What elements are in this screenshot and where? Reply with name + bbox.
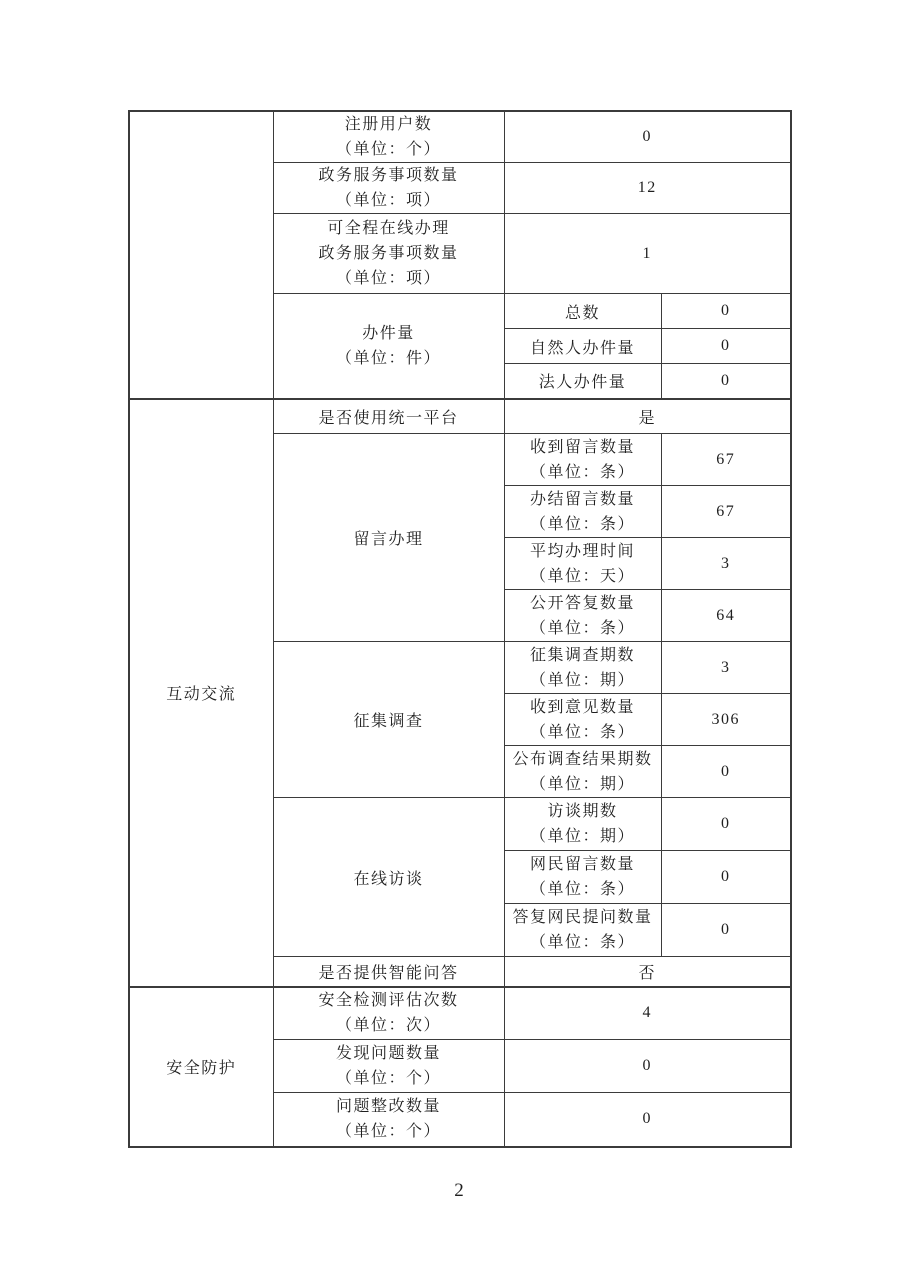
average-handling-time-value: 3 [661, 538, 791, 590]
label-line: 平均办理时间 [529, 542, 635, 560]
problems-rectified-label [273, 1093, 504, 1147]
label-line: 注册用户数 [344, 116, 433, 133]
unit-line: （单位：项） [335, 192, 441, 209]
security-assessments-label [273, 987, 504, 1040]
question-replies-label [504, 904, 661, 957]
label-line: 访谈期数 [547, 803, 618, 820]
unit-line: （单位：个） [335, 141, 441, 158]
case-natural-person-value: 0 [661, 329, 791, 364]
message-handling-group-label: 留言办理 [273, 434, 504, 642]
survey-periods-value: 3 [661, 642, 791, 694]
question-replies-value: 0 [661, 904, 791, 957]
problems-found-value: 0 [504, 1040, 791, 1093]
registered-users-value: 0 [504, 111, 791, 163]
interview-periods-value: 0 [661, 798, 791, 851]
received-messages-label [504, 434, 661, 486]
label-line: 公布调查结果期数 [512, 750, 653, 768]
label-line: 政务服务事项数量 [318, 167, 459, 184]
case-volume-group-label [273, 294, 504, 399]
unit-line: （单位：期） [529, 671, 635, 689]
unit-line: （单位：期） [529, 828, 635, 845]
label-line: 政务服务事项数量 [318, 245, 459, 262]
security-assessments-value: 4 [504, 987, 791, 1040]
netizen-messages-label [504, 851, 661, 904]
unit-line: （单位：天） [529, 567, 635, 585]
registered-users-label [273, 111, 504, 163]
public-replies-value: 64 [661, 590, 791, 642]
full-online-items-label [273, 214, 504, 294]
case-total-label: 总数 [504, 294, 661, 329]
interview-periods-label [504, 798, 661, 851]
problems-found-label [273, 1040, 504, 1093]
results-published-label [504, 746, 661, 798]
unit-line: （单位：期） [529, 775, 635, 793]
unit-line: （单位：条） [529, 515, 635, 533]
service-items-value: 12 [504, 163, 791, 214]
full-online-items-value: 1 [504, 214, 791, 294]
case-legal-person-value: 0 [661, 364, 791, 399]
opinions-received-value: 306 [661, 694, 791, 746]
online-interview-group-label: 在线访谈 [273, 798, 504, 957]
case-total-value: 0 [661, 294, 791, 329]
unit-line: （单位：项） [335, 270, 441, 287]
category-cell-interaction: 互动交流 [129, 399, 273, 987]
average-handling-time-label [504, 538, 661, 590]
label-line: 办件量 [362, 324, 415, 342]
unified-platform-value: 是 [504, 399, 791, 434]
netizen-messages-value: 0 [661, 851, 791, 904]
page-number: 2 [454, 1180, 464, 1201]
unit-line: （单位：次） [335, 1017, 441, 1035]
opinion-survey-group-label: 征集调查 [273, 642, 504, 798]
received-messages-value: 67 [661, 434, 791, 486]
problems-rectified-value: 0 [504, 1093, 791, 1147]
case-natural-person-label: 自然人办件量 [504, 329, 661, 364]
unit-line: （单位：条） [529, 723, 635, 741]
label-line: 可全程在线办理 [327, 220, 450, 237]
opinions-received-label [504, 694, 661, 746]
smart-qa-label: 是否提供智能问答 [273, 957, 504, 987]
service-items-label [273, 163, 504, 214]
completed-messages-value: 67 [661, 486, 791, 538]
unit-line: （单位：条） [529, 934, 635, 951]
case-legal-person-label: 法人办件量 [504, 364, 661, 399]
label-line: 问题整改数量 [335, 1098, 441, 1116]
category-cell-security: 安全防护 [129, 987, 273, 1147]
unit-line: （单位：条） [529, 463, 635, 481]
public-replies-label [504, 590, 661, 642]
unit-line: （单位：个） [335, 1123, 441, 1141]
annual-report-table [128, 110, 792, 1148]
label-line: 安全检测评估次数 [318, 992, 459, 1010]
label-line: 网民留言数量 [529, 856, 635, 873]
label-line: 发现问题数量 [335, 1045, 441, 1062]
survey-periods-label [504, 642, 661, 694]
label-line: 收到留言数量 [529, 438, 635, 456]
label-line: 征集调查期数 [529, 646, 635, 664]
smart-qa-value: 否 [504, 957, 791, 987]
category-cell-services [129, 111, 273, 399]
label-line: 收到意见数量 [529, 698, 635, 716]
unit-line: （单位：件） [335, 349, 441, 367]
unit-line: （单位：条） [529, 881, 635, 898]
results-published-value: 0 [661, 746, 791, 798]
unit-line: （单位：个） [335, 1070, 441, 1087]
label-line: 答复网民提问数量 [512, 909, 653, 926]
unified-platform-label: 是否使用统一平台 [273, 399, 504, 434]
label-line: 公开答复数量 [529, 594, 635, 612]
unit-line: （单位：条） [529, 619, 635, 637]
label-line: 办结留言数量 [529, 490, 635, 508]
completed-messages-label [504, 486, 661, 538]
